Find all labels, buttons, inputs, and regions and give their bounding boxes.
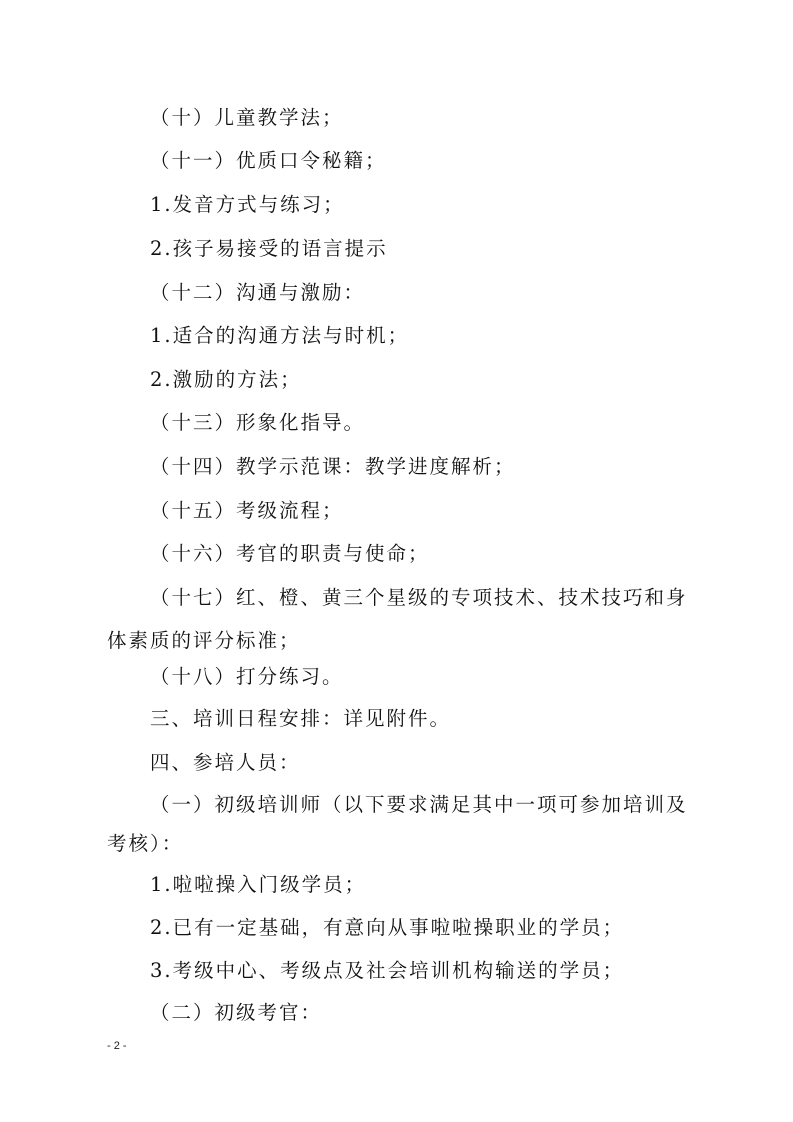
text-line: 2.孩子易接受的语言提示 — [150, 237, 388, 260]
text-line: 四、参培人员： — [150, 751, 301, 774]
text-line: （十八）打分练习。 — [150, 665, 344, 688]
text-line: （一）初级培训师（以下要求满足其中一项可参加培训及 — [150, 793, 688, 816]
page-number: - 2 - — [107, 1040, 127, 1052]
text-line: （十四）教学示范课：教学进度解析； — [150, 455, 516, 478]
text-line: 1.发音方式与练习； — [150, 193, 345, 216]
text-line: （十五）考级流程； — [150, 499, 344, 522]
text-line: 2.激励的方法； — [150, 368, 302, 391]
text-line: 考核）： — [107, 832, 184, 855]
text-line: （十二）沟通与激励： — [150, 281, 366, 304]
text-line: 三、培训日程安排：详见附件。 — [150, 707, 452, 730]
text-line: （十）儿童教学法； — [150, 106, 344, 129]
text-line: （十三）形象化指导。 — [150, 411, 366, 434]
text-line: （十一）优质口令秘籍； — [150, 149, 387, 172]
text-line: 1.适合的沟通方法与时机； — [150, 324, 410, 347]
text-line: 3.考级中心、考级点及社会培训机构输送的学员； — [150, 959, 625, 982]
text-line: （十七）红、橙、黄三个星级的专项技术、技术技巧和身 — [150, 586, 688, 609]
text-line: 体素质的评分标准； — [107, 629, 301, 652]
text-line: 1.啦啦操入门级学员； — [150, 873, 367, 896]
text-line: 2.已有一定基础，有意向从事啦啦操职业的学员； — [150, 916, 625, 939]
text-line: （十六）考官的职责与使命； — [150, 542, 430, 565]
text-line: （二）初级考官： — [150, 1001, 323, 1024]
